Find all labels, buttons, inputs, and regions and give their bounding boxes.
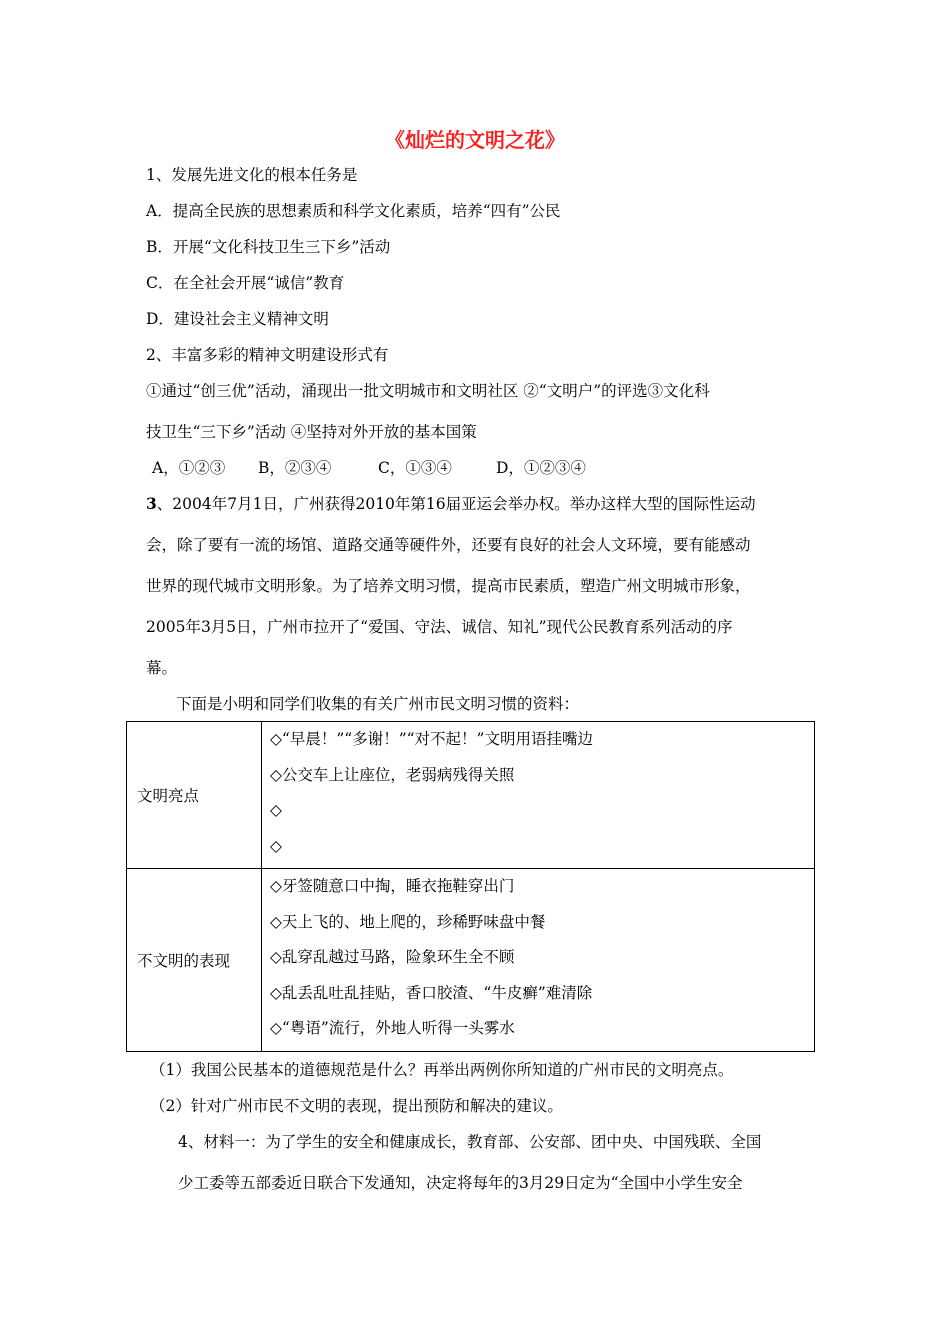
habit-table [126, 721, 815, 1052]
q3-line1 [146, 492, 756, 514]
q2-option-c: C，①③④ [378, 459, 452, 477]
list-item: ◇天上飞的、地上爬的，珍稀野味盘中餐 [270, 912, 546, 931]
q1-option-d: D．建设社会主义精神文明 [146, 310, 329, 328]
q3-sub2: （2）针对广州市民不文明的表现，提出预防和解决的建议。 [150, 1097, 563, 1115]
category-cell: 不文明的表现 [127, 869, 262, 1052]
q3-line3: 世界的现代城市文明形象。为了培养文明习惯，提高市民素质，塑造广州文明城市形象， [146, 577, 751, 595]
q1-option-b: B．开展“文化科技卫生三下乡”活动 [146, 238, 391, 256]
q4-line2: 少工委等五部委近日联合下发通知，决定将每年的3月29日定为“全国中小学生安全 [178, 1174, 743, 1192]
items-cell [262, 869, 815, 1052]
q2-options [152, 456, 586, 478]
list-item: ◇“早晨！”“多谢！”“对不起！”文明用语挂嘴边 [270, 730, 593, 748]
items-cell [262, 722, 815, 869]
q3-line5: 幕。 [146, 659, 178, 677]
table-row [127, 722, 815, 869]
q2-option-a: A，①②③ [152, 459, 226, 477]
list-item: ◇“粤语”流行，外地人听得一头雾水 [270, 1019, 515, 1037]
q1-option-c: C．在全社会开展“诚信”教育 [146, 274, 345, 292]
list-item: ◇公交车上让座位，老弱病残得关照 [270, 765, 515, 784]
list-item: ◇乱丢乱吐乱挂贴，香口胶渣、“牛皮癣”难清除 [270, 983, 593, 1002]
q2-choices-line1: ①通过“创三优”活动，涌现出一批文明城市和文明社区 ②“文明户”的评选③文化科 [146, 382, 710, 400]
q3-line2: 会，除了要有一流的场馆、道路交通等硬件外，还要有良好的社会人文环境，要有能感动 [146, 536, 751, 554]
q2-stem: 2、丰富多彩的精神文明建设形式有 [146, 346, 389, 364]
category-cell: 文明亮点 [127, 722, 262, 869]
table-row [127, 869, 815, 1052]
document-title: 《灿烂的文明之花》 [385, 128, 565, 152]
q1-option-a: A．提高全民族的思想素质和科学文化素质，培养“四有”公民 [146, 202, 561, 220]
list-item: ◇牙签随意口中掏，睡衣拖鞋穿出门 [270, 877, 515, 895]
q3-sub1: （1）我国公民基本的道德规范是什么？再举出两例你所知道的广州市民的文明亮点。 [150, 1061, 734, 1079]
q3-number: 3 [146, 494, 157, 513]
q3-line1-text: 、2004年7月1日，广州获得2010年第16届亚运会举办权。举办这样大型的国际性运动 [156, 495, 756, 513]
list-item: ◇乱穿乱越过马路，险象环生全不顾 [270, 948, 515, 966]
list-item: ◇ [270, 801, 282, 819]
q3-intro: 下面是小明和同学们收集的有关广州市民文明习惯的资料： [176, 695, 580, 713]
q2-option-d: D，①②③④ [496, 459, 586, 477]
q2-option-b: B，②③④ [258, 459, 332, 477]
q1-stem: 1、发展先进文化的根本任务是 [146, 166, 358, 184]
list-item: ◇ [270, 836, 282, 855]
q2-choices-line2: 技卫生“三下乡”活动 ④坚持对外开放的基本国策 [146, 423, 477, 441]
q4-line1: 4、材料一：为了学生的安全和健康成长，教育部、公安部、团中央、中国残联、全国 [178, 1133, 762, 1151]
q3-line4: 2005年3月5日，广州市拉开了“爱国、守法、诚信、知礼”现代公民教育系列活动的序 [146, 618, 733, 636]
